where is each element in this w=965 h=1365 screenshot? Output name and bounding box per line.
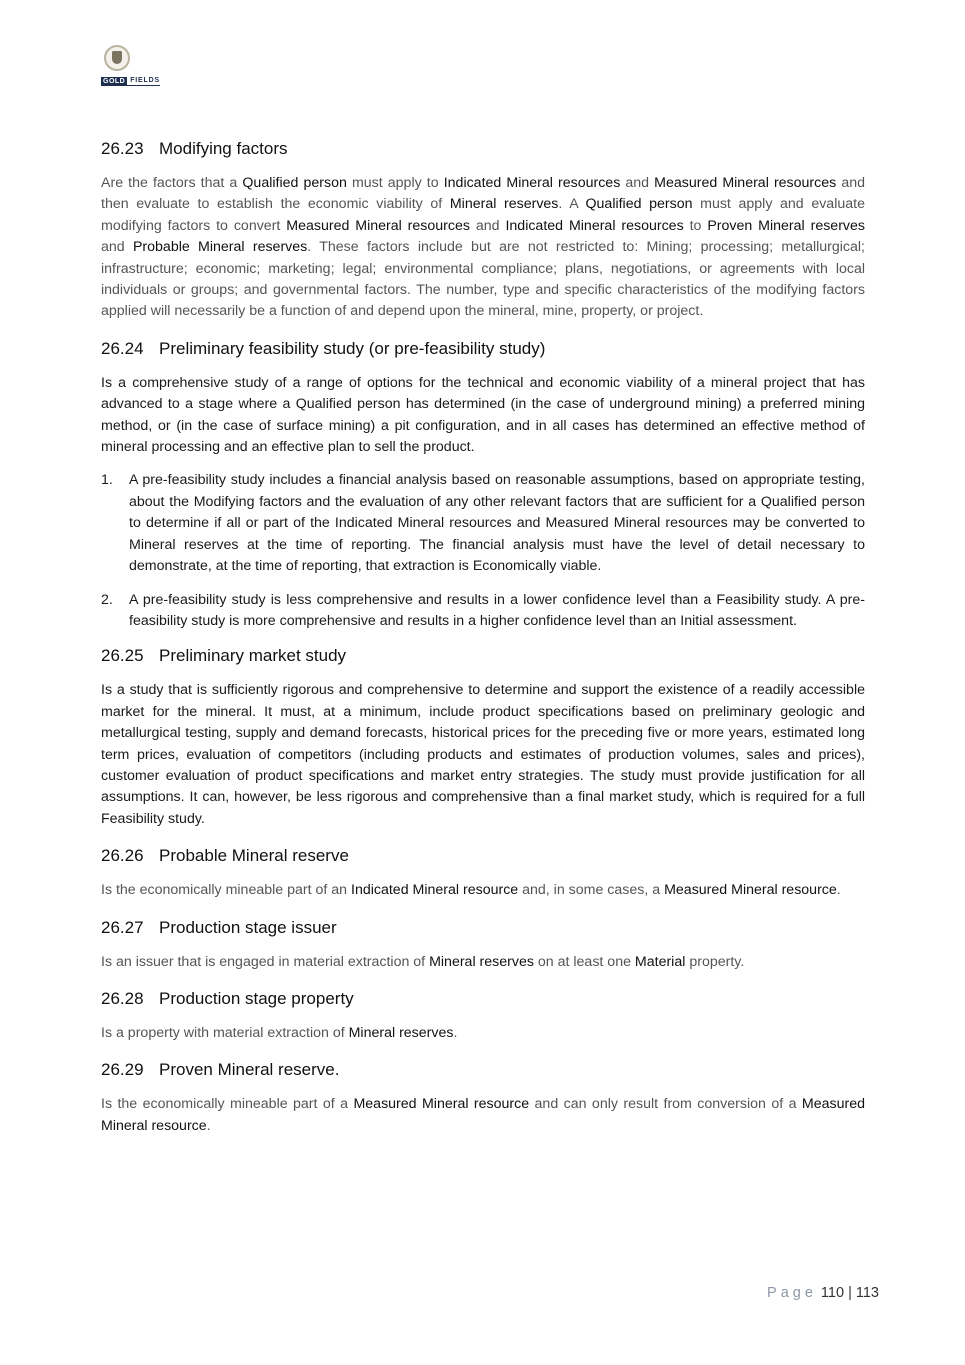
- text-run: on at least one: [533, 953, 635, 970]
- text-run: and, in some cases, a: [518, 882, 665, 899]
- defined-term: Measured Mineral resource: [101, 1096, 865, 1134]
- page-separator: |: [848, 1285, 852, 1301]
- list-item: [101, 470, 865, 577]
- section-heading: [101, 916, 865, 940]
- text-run: and: [469, 217, 506, 234]
- defined-term: Indicated Mineral resources: [505, 217, 684, 234]
- defined-term: Mineral reserves: [449, 196, 559, 213]
- text-run: .: [836, 882, 841, 899]
- text-run: Are the factors that a: [101, 175, 243, 191]
- list-item: [101, 590, 865, 633]
- defined-term: Measured Mineral resources: [286, 217, 470, 234]
- list-text: A pre-feasibility study is less comprehensive and results in a lower confidence level than a Feasibility study. A pre-feasibility study is more comprehensive and results in a higher confidence level than an Initial assessment.: [129, 591, 865, 629]
- section-paragraph: [101, 1094, 865, 1137]
- defined-term: Material: [634, 953, 686, 970]
- defined-term: Mineral reserves: [429, 953, 534, 970]
- defined-term: Measured Mineral resource: [353, 1096, 530, 1113]
- section-paragraph: [101, 952, 865, 973]
- defined-term: Qualified person: [242, 175, 347, 191]
- section-number: 26.24: [101, 338, 144, 358]
- section-title: Modifying factors: [159, 139, 288, 158]
- defined-term: Measured Mineral resources: [654, 175, 837, 191]
- text-run: must apply and evaluate modifying factors to convert: [101, 196, 865, 234]
- list-text: A pre-feasibility study includes a financial analysis based on reasonable assumptions, based on appropriate testing, about the Modifying factors and the evaluation of any other relevant factors that are sufficient for a Qualified person to determine if all or part of the Indicated Mineral resources and Measured Mineral resources may be converted to Mineral reserves at the time of reporting. The financial analysis must have the level of detail necessary to demonstrate, at the time of reporting, that extraction is Economically viable.: [129, 472, 865, 575]
- text-run: Is the economically mineable part of a: [101, 1096, 354, 1113]
- text-run: and can only result from conversion of a: [529, 1096, 802, 1113]
- defined-term: Mineral reserves: [348, 1024, 454, 1041]
- section-title: Preliminary market study: [159, 646, 347, 666]
- text-run: to: [683, 217, 708, 234]
- section-title: Production stage issuer: [159, 917, 337, 937]
- shield-emblem-icon: [104, 45, 130, 71]
- logo-text-fields: FIELDS: [127, 76, 160, 86]
- logo-text-gold: GOLD: [103, 77, 126, 85]
- defined-term: Probable Mineral reserves: [132, 239, 308, 256]
- section-paragraph: [101, 880, 865, 901]
- logo-wordmark: [101, 76, 167, 86]
- list-number: 2.: [101, 591, 113, 608]
- text-run: and then evaluate to establish the economic viability of: [101, 175, 865, 213]
- section-paragraph: Is a comprehensive study of a range of options for the technical and economic viability of a mineral project that has advanced to a stage where a Qualified person has determined (in the case of underground mining) a preferred mining method, or (in the case of surface mining) a pit configuration, and in all cases has determined an effective method of mineral processing and an effective plan to sell the product.: [101, 374, 865, 456]
- section-number: 26.26: [101, 846, 144, 866]
- section-heading: [101, 137, 865, 161]
- section-paragraph: [101, 173, 865, 323]
- section-number: 26.25: [101, 646, 144, 666]
- text-run: and: [101, 239, 133, 256]
- text-run: Is the economically mineable part of an: [101, 882, 351, 899]
- defined-term: Measured Mineral resource: [664, 882, 837, 899]
- defined-term: Indicated Mineral resource: [351, 882, 519, 899]
- text-run: Is an issuer that is engaged in material extraction of: [101, 953, 430, 970]
- section-title: Probable Mineral reserve: [159, 846, 349, 866]
- section-heading: [101, 1058, 865, 1082]
- text-run: Is a property with material extraction of: [101, 1024, 349, 1041]
- text-run: .: [206, 1117, 211, 1134]
- section-number: 26.28: [101, 988, 144, 1008]
- page-number: 110: [820, 1285, 845, 1301]
- section-paragraph: Is a study that is sufficiently rigorous and comprehensive to determine and support the existence of a readily accessible market for the mineral. It must, at a minimum, include product specifications based on preliminary geologic and metallurgical testing, supply and demand forecasts, historical prices for the preceding five or more years, estimated long term prices, evaluation of competitors (including products and estimates of production volumes, sales and prices), customer evaluation of product specifications and market entry strategies. The study must provide justification for all assumptions. It can, however, be less rigorous and comprehensive than a final market study, which is required for a full Feasibility study.: [101, 682, 865, 827]
- text-run: . These factors include but are not restricted to: Mining; processing; metallurgical; infrastructure; economic; marketing; legal; environmental compliance; plans, negotiations, or agreements with local individuals or groups; and governmental factors. The number, type and specific characteristics of the modifying factors applied will necessarily be a function of and depend upon the mineral, mine, property, or project.: [101, 239, 865, 320]
- company-logo: [101, 45, 167, 89]
- section-heading: [101, 987, 865, 1011]
- text-run: and: [620, 175, 655, 191]
- numbered-list: [101, 470, 865, 632]
- total-pages: 113: [855, 1285, 879, 1301]
- defined-term: Qualified person: [585, 196, 693, 213]
- text-run: .: [453, 1024, 458, 1041]
- text-run: property.: [685, 953, 745, 970]
- section-heading: [101, 844, 865, 868]
- section-title: Proven Mineral reserve.: [159, 1060, 340, 1080]
- document-body: [101, 137, 865, 1137]
- list-number: 1.: [101, 472, 113, 489]
- page-footer: [767, 1285, 879, 1301]
- section-title: Preliminary feasibility study (or pre-feasibility study): [159, 338, 546, 358]
- text-run: . A: [558, 196, 586, 213]
- section-number: 26.27: [101, 917, 144, 937]
- defined-term: Indicated Mineral resources: [443, 175, 621, 191]
- page-label: Page: [767, 1285, 817, 1301]
- section-title: Production stage property: [159, 988, 354, 1008]
- section-number: 26.23: [101, 139, 144, 158]
- section-heading: [101, 644, 865, 668]
- section-number: 26.29: [101, 1060, 144, 1080]
- text-run: must apply to: [346, 175, 444, 191]
- section-paragraph: [101, 1023, 865, 1044]
- section-heading: [101, 337, 865, 361]
- defined-term: Proven Mineral reserves: [707, 217, 865, 234]
